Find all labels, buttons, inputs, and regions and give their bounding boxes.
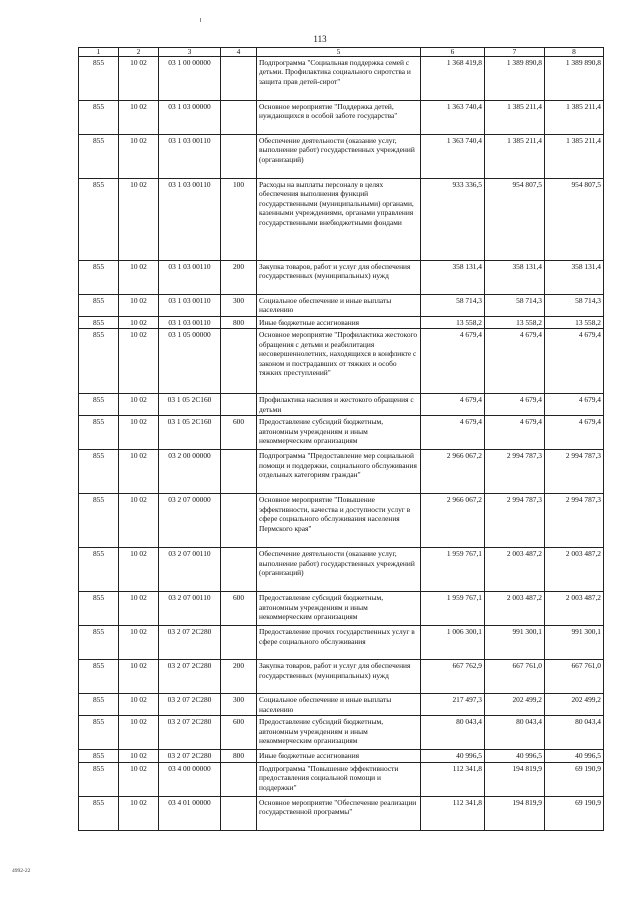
table-row xyxy=(79,494,604,548)
table-cell-c2: 10 02 xyxy=(119,660,159,694)
table-row xyxy=(79,329,604,394)
header-cell: 5 xyxy=(257,48,421,57)
table-cell-v8: 4 679,4 xyxy=(545,416,604,450)
table-cell-c4: 200 xyxy=(221,261,257,295)
table-cell-v6: 667 762,9 xyxy=(421,660,485,694)
table-cell-c2: 10 02 xyxy=(119,694,159,716)
table-cell-c3: 03 2 07 2С280 xyxy=(159,716,221,750)
scan-mark xyxy=(200,18,201,22)
table-row xyxy=(79,135,604,179)
header-cell: 3 xyxy=(159,48,221,57)
table-cell-v8: 1 389 890,8 xyxy=(545,57,604,101)
table-cell-v8: 954 807,5 xyxy=(545,179,604,261)
table-cell-c2: 10 02 xyxy=(119,57,159,101)
table-cell-c2: 10 02 xyxy=(119,450,159,494)
table-cell-c4 xyxy=(221,135,257,179)
table-row xyxy=(79,762,604,796)
table-cell-v6: 217 497,3 xyxy=(421,694,485,716)
table-cell-c3: 03 2 00 00000 xyxy=(159,450,221,494)
table-row xyxy=(79,101,604,135)
table-cell-c3: 03 1 05 2С160 xyxy=(159,416,221,450)
table-cell-c1: 855 xyxy=(79,796,119,830)
table-cell-v7: 4 679,4 xyxy=(485,394,545,416)
table-cell-v8: 2 994 787,3 xyxy=(545,450,604,494)
table-cell-v6: 4 679,4 xyxy=(421,329,485,394)
table-cell-desc: Предоставление субсидий бюджетным, автономным учреждениям и иным некоммерческим организациям xyxy=(257,416,421,450)
table-cell-c4 xyxy=(221,762,257,796)
table-cell-c1: 855 xyxy=(79,57,119,101)
header-cell: 4 xyxy=(221,48,257,57)
table-cell-v7: 4 679,4 xyxy=(485,416,545,450)
table-cell-v8: 13 558,2 xyxy=(545,317,604,329)
table-cell-c2: 10 02 xyxy=(119,796,159,830)
table-cell-v6: 1 959 767,1 xyxy=(421,592,485,626)
table-cell-desc: Социальное обеспечение и иные выплаты населению xyxy=(257,295,421,317)
table-cell-c4 xyxy=(221,548,257,592)
table-cell-desc: Предоставление субсидий бюджетным, автономным учреждениям и иным некоммерческим организациям xyxy=(257,716,421,750)
table-cell-c4 xyxy=(221,101,257,135)
table-cell-v6: 1 006 300,1 xyxy=(421,626,485,660)
table-cell-c4 xyxy=(221,394,257,416)
header-cell: 1 xyxy=(79,48,119,57)
table-cell-v6: 933 336,5 xyxy=(421,179,485,261)
table-cell-v7: 2 994 787,3 xyxy=(485,450,545,494)
table-cell-c2: 10 02 xyxy=(119,592,159,626)
table-row xyxy=(79,261,604,295)
table-cell-v7: 80 043,4 xyxy=(485,716,545,750)
table-row xyxy=(79,626,604,660)
table-cell-v8: 4 679,4 xyxy=(545,394,604,416)
table-cell-v6: 13 558,2 xyxy=(421,317,485,329)
table-cell-v7: 202 499,2 xyxy=(485,694,545,716)
table-cell-desc: Иные бюджетные ассигнования xyxy=(257,317,421,329)
table-cell-v7: 13 558,2 xyxy=(485,317,545,329)
table-cell-c1: 855 xyxy=(79,750,119,762)
table-cell-c3: 03 1 03 00110 xyxy=(159,135,221,179)
table-row xyxy=(79,295,604,317)
table-row xyxy=(79,317,604,329)
table-cell-c1: 855 xyxy=(79,716,119,750)
table-cell-c1: 855 xyxy=(79,416,119,450)
table-row xyxy=(79,694,604,716)
table-row xyxy=(79,394,604,416)
table-cell-v6: 80 043,4 xyxy=(421,716,485,750)
table-cell-c3: 03 1 05 2С160 xyxy=(159,394,221,416)
table-row xyxy=(79,716,604,750)
table-cell-c3: 03 2 07 00110 xyxy=(159,592,221,626)
table-cell-v6: 2 966 067,2 xyxy=(421,494,485,548)
table-cell-c1: 855 xyxy=(79,329,119,394)
table-cell-desc: Подпрограмма "Социальная поддержка семей с детьми. Профилактика социального сиротства и защита прав детей-сирот" xyxy=(257,57,421,101)
table-row xyxy=(79,179,604,261)
table-cell-c3: 03 1 03 00110 xyxy=(159,261,221,295)
table-cell-c3: 03 1 03 00000 xyxy=(159,101,221,135)
page-number: 113 xyxy=(313,34,327,44)
table-cell-c1: 855 xyxy=(79,694,119,716)
table-cell-v8: 2 003 487,2 xyxy=(545,592,604,626)
table-cell-desc: Закупка товаров, работ и услуг для обеспечения государственных (муниципальных) нужд xyxy=(257,660,421,694)
header-cell: 2 xyxy=(119,48,159,57)
table-cell-c1: 855 xyxy=(79,135,119,179)
table-row xyxy=(79,57,604,101)
table-cell-desc: Обеспечение деятельности (оказание услуг, выполнение работ) государственных учреждений (организаций) xyxy=(257,548,421,592)
table-cell-v7: 358 131,4 xyxy=(485,261,545,295)
header-cell: 6 xyxy=(421,48,485,57)
table-cell-c3: 03 1 03 00110 xyxy=(159,179,221,261)
table-cell-c2: 10 02 xyxy=(119,179,159,261)
table-cell-c3: 03 1 00 00000 xyxy=(159,57,221,101)
header-row xyxy=(79,48,604,57)
table-cell-v6: 4 679,4 xyxy=(421,416,485,450)
table-cell-c2: 10 02 xyxy=(119,329,159,394)
table-cell-c2: 10 02 xyxy=(119,135,159,179)
table-cell-v8: 1 385 211,4 xyxy=(545,135,604,179)
table-row xyxy=(79,750,604,762)
table-cell-v7: 194 819,9 xyxy=(485,796,545,830)
table-cell-c4: 800 xyxy=(221,317,257,329)
table-cell-v7: 1 385 211,4 xyxy=(485,101,545,135)
table-cell-v6: 40 996,5 xyxy=(421,750,485,762)
table-cell-v7: 991 300,1 xyxy=(485,626,545,660)
table-cell-v8: 1 385 211,4 xyxy=(545,101,604,135)
table-cell-c2: 10 02 xyxy=(119,295,159,317)
table-cell-v8: 69 190,9 xyxy=(545,762,604,796)
table-cell-v6: 4 679,4 xyxy=(421,394,485,416)
table-cell-c3: 03 2 07 2С280 xyxy=(159,750,221,762)
table-cell-c1: 855 xyxy=(79,261,119,295)
table-cell-v6: 58 714,3 xyxy=(421,295,485,317)
table-cell-c2: 10 02 xyxy=(119,548,159,592)
table-cell-c1: 855 xyxy=(79,295,119,317)
table-cell-c3: 03 1 03 00110 xyxy=(159,317,221,329)
table-cell-v8: 2 994 787,3 xyxy=(545,494,604,548)
table-cell-c3: 03 2 07 2С280 xyxy=(159,694,221,716)
table-cell-desc: Основное мероприятие "Обеспечение реализации государственной программы" xyxy=(257,796,421,830)
table-cell-desc: Обеспечение деятельности (оказание услуг, выполнение работ) государственных учреждений (организаций) xyxy=(257,135,421,179)
table-cell-c1: 855 xyxy=(79,494,119,548)
table-cell-v8: 2 003 487,2 xyxy=(545,548,604,592)
table-cell-desc: Предоставление субсидий бюджетным, автономным учреждениям и иным некоммерческим организациям xyxy=(257,592,421,626)
table-cell-c1: 855 xyxy=(79,592,119,626)
table-cell-c4: 800 xyxy=(221,750,257,762)
table-cell-desc: Закупка товаров, работ и услуг для обеспечения государственных (муниципальных) нужд xyxy=(257,261,421,295)
table-cell-c4 xyxy=(221,796,257,830)
table-cell-c4: 300 xyxy=(221,694,257,716)
table-cell-v7: 954 807,5 xyxy=(485,179,545,261)
budget-table xyxy=(78,47,604,831)
table-cell-c3: 03 1 03 00110 xyxy=(159,295,221,317)
table-cell-desc: Профилактика насилия и жестокого обращения с детьми xyxy=(257,394,421,416)
table-cell-c3: 03 2 07 00000 xyxy=(159,494,221,548)
table-cell-c3: 03 1 05 00000 xyxy=(159,329,221,394)
table-cell-v8: 40 996,5 xyxy=(545,750,604,762)
table-cell-c2: 10 02 xyxy=(119,416,159,450)
table-cell-c3: 03 2 07 2С280 xyxy=(159,626,221,660)
table-cell-c4: 600 xyxy=(221,416,257,450)
table-cell-c2: 10 02 xyxy=(119,762,159,796)
table-cell-c4 xyxy=(221,329,257,394)
table-cell-v8: 69 190,9 xyxy=(545,796,604,830)
table-cell-v6: 112 341,8 xyxy=(421,762,485,796)
table-cell-c2: 10 02 xyxy=(119,494,159,548)
table-cell-v7: 58 714,3 xyxy=(485,295,545,317)
table-cell-c3: 03 2 07 2С280 xyxy=(159,660,221,694)
table-cell-c4 xyxy=(221,494,257,548)
table-cell-v6: 1 363 740,4 xyxy=(421,101,485,135)
table-cell-c2: 10 02 xyxy=(119,101,159,135)
table-row xyxy=(79,548,604,592)
table-cell-v8: 358 131,4 xyxy=(545,261,604,295)
table-cell-v7: 2 994 787,3 xyxy=(485,494,545,548)
table-cell-v6: 2 966 067,2 xyxy=(421,450,485,494)
table-row xyxy=(79,796,604,830)
table-cell-desc: Подпрограмма "Предоставление мер социальной помощи и поддержки, социального обслуживания отдельных категориям граждан" xyxy=(257,450,421,494)
table-cell-v8: 58 714,3 xyxy=(545,295,604,317)
table-cell-v6: 358 131,4 xyxy=(421,261,485,295)
table-cell-c4: 300 xyxy=(221,295,257,317)
table-cell-desc: Расходы на выплаты персоналу в целях обеспечения выполнения функций государственными (муниципальными) органами, казенными учреждениями, органами управления государственными внебюджетными фондами xyxy=(257,179,421,261)
table-cell-c2: 10 02 xyxy=(119,716,159,750)
table-cell-c4: 600 xyxy=(221,592,257,626)
table-cell-c2: 10 02 xyxy=(119,394,159,416)
table-cell-v7: 1 389 890,8 xyxy=(485,57,545,101)
table-cell-c4 xyxy=(221,626,257,660)
table-cell-c2: 10 02 xyxy=(119,317,159,329)
table-cell-c4: 100 xyxy=(221,179,257,261)
table-cell-c1: 855 xyxy=(79,548,119,592)
table-cell-c4: 200 xyxy=(221,660,257,694)
table-cell-v8: 80 043,4 xyxy=(545,716,604,750)
table-cell-c4 xyxy=(221,450,257,494)
header-cell: 7 xyxy=(485,48,545,57)
table-cell-v6: 112 341,8 xyxy=(421,796,485,830)
table-body xyxy=(79,57,604,831)
table-cell-desc: Иные бюджетные ассигнования xyxy=(257,750,421,762)
table-cell-v7: 667 761,0 xyxy=(485,660,545,694)
table-cell-v7: 1 385 211,4 xyxy=(485,135,545,179)
table-row xyxy=(79,416,604,450)
table-row xyxy=(79,660,604,694)
table-cell-c4 xyxy=(221,57,257,101)
table-cell-c1: 855 xyxy=(79,660,119,694)
table-cell-c2: 10 02 xyxy=(119,750,159,762)
table-cell-desc: Подпрограмма "Повышение эффективности предоставления социальной помощи и поддержки" xyxy=(257,762,421,796)
table-row xyxy=(79,450,604,494)
table-cell-v7: 40 996,5 xyxy=(485,750,545,762)
table-cell-v8: 991 300,1 xyxy=(545,626,604,660)
table-cell-c3: 03 2 07 00110 xyxy=(159,548,221,592)
table-cell-c1: 855 xyxy=(79,450,119,494)
table-cell-c1: 855 xyxy=(79,179,119,261)
table-cell-c3: 03 4 01 00000 xyxy=(159,796,221,830)
document-code: 4992-22 xyxy=(12,868,31,874)
table-cell-v7: 2 003 487,2 xyxy=(485,548,545,592)
table-cell-v7: 4 679,4 xyxy=(485,329,545,394)
table-cell-v7: 2 003 487,2 xyxy=(485,592,545,626)
table-cell-desc: Предоставление прочих государственных услуг в сфере социального обслуживания xyxy=(257,626,421,660)
table-cell-v8: 4 679,4 xyxy=(545,329,604,394)
table-row xyxy=(79,592,604,626)
table-cell-desc: Основное мероприятие "Профилактика жестокого обращения с детьми и реабилитация несовершеннолетних, находящихся в конфликте с законом и пострадавших от тяжких и особо тяжких преступлений" xyxy=(257,329,421,394)
table-cell-v8: 202 499,2 xyxy=(545,694,604,716)
table-cell-c2: 10 02 xyxy=(119,626,159,660)
table-cell-c1: 855 xyxy=(79,762,119,796)
table-cell-v6: 1 368 419,8 xyxy=(421,57,485,101)
table-cell-v7: 194 819,9 xyxy=(485,762,545,796)
table-cell-c1: 855 xyxy=(79,317,119,329)
table-cell-c1: 855 xyxy=(79,101,119,135)
table-cell-v6: 1 363 740,4 xyxy=(421,135,485,179)
table-cell-desc: Основное мероприятие "Повышение эффективности, качества и доступности услуг в сфере социального обслуживания населения Пермского края" xyxy=(257,494,421,548)
table-cell-v8: 667 761,0 xyxy=(545,660,604,694)
table-cell-c4: 600 xyxy=(221,716,257,750)
header-cell: 8 xyxy=(545,48,604,57)
table-cell-v6: 1 959 767,1 xyxy=(421,548,485,592)
table-cell-desc: Основное мероприятие "Поддержка детей, нуждающихся в особой заботе государства" xyxy=(257,101,421,135)
table-cell-desc: Социальное обеспечение и иные выплаты населению xyxy=(257,694,421,716)
table-cell-c3: 03 4 00 00000 xyxy=(159,762,221,796)
table-cell-c1: 855 xyxy=(79,626,119,660)
table-cell-c2: 10 02 xyxy=(119,261,159,295)
table-cell-c1: 855 xyxy=(79,394,119,416)
